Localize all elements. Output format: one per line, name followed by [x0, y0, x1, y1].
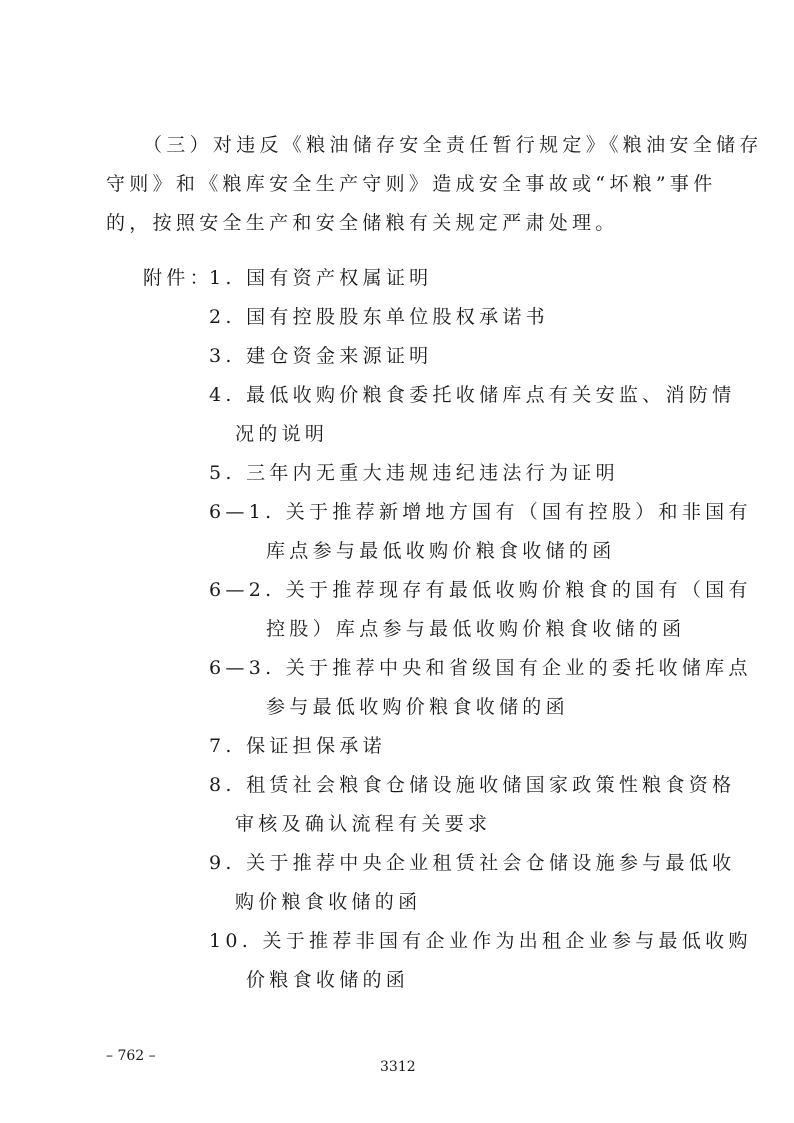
attachment-item-6-2-line-1: 6—2. 关于推荐现存有最低收购价粮食的国有（国有	[209, 579, 752, 601]
page-number: – 762 –	[106, 1048, 156, 1064]
attachment-item-6-3-line-2: 参与最低收购价粮食收储的函	[266, 696, 569, 718]
attachment-item-8-line-2: 审核及确认流程有关要求	[235, 813, 492, 835]
attachment-item-4-line-1: 4. 最低收购价粮食委托收储库点有关安监、消防情	[209, 384, 736, 406]
paragraph-line-2: 守则》和《粮库安全生产守则》造成安全事故或“坏粮”事件	[106, 173, 717, 195]
attachment-item-6-1-line-1: 6—1. 关于推荐新增地方国有（国有控股）和非国有	[209, 501, 752, 523]
attachment-item-6-1-line-2: 库点参与最低收购价粮食收储的函	[266, 540, 616, 562]
attachment-item-6-3-line-1: 6—3. 关于推荐中央和省级国有企业的委托收储库点	[209, 657, 752, 679]
attachment-item-10-line-1: 10. 关于推荐非国有企业作为出租企业参与最低收购	[209, 930, 752, 952]
attachment-item-10-line-2: 价粮食收储的函	[246, 969, 410, 991]
attachment-item-9-line-2: 购价粮食收储的函	[235, 891, 422, 913]
attachment-item-9-line-1: 9. 关于推荐中央企业租赁社会仓储设施参与最低收	[209, 852, 736, 874]
sheet-number: 3312	[380, 1059, 416, 1075]
attachment-item-1: 1. 国有资产权属证明	[209, 267, 433, 289]
attachment-item-6-2-line-2: 控股）库点参与最低收购价粮食收储的函	[266, 618, 686, 640]
attachment-item-3: 3. 建仓资金来源证明	[209, 345, 433, 367]
attachment-item-5: 5. 三年内无重大违规违纪违法行为证明	[209, 462, 619, 484]
attachment-item-8-line-1: 8. 租赁社会粮食仓储设施收储国家政策性粮食资格	[209, 774, 736, 796]
attachment-item-4-line-2: 况的说明	[235, 423, 329, 445]
paragraph-line-3: 的，按照安全生产和安全储粮有关规定严肃处理。	[106, 212, 619, 234]
attachments-label: 附件：	[143, 267, 213, 289]
paragraph-line-1: （三）对违反《粮油储存安全责任暂行规定》《粮油安全储存	[143, 134, 763, 156]
attachment-item-7: 7. 保证担保承诺	[209, 735, 386, 757]
attachment-item-2: 2. 国有控股股东单位股权承诺书	[209, 306, 549, 328]
